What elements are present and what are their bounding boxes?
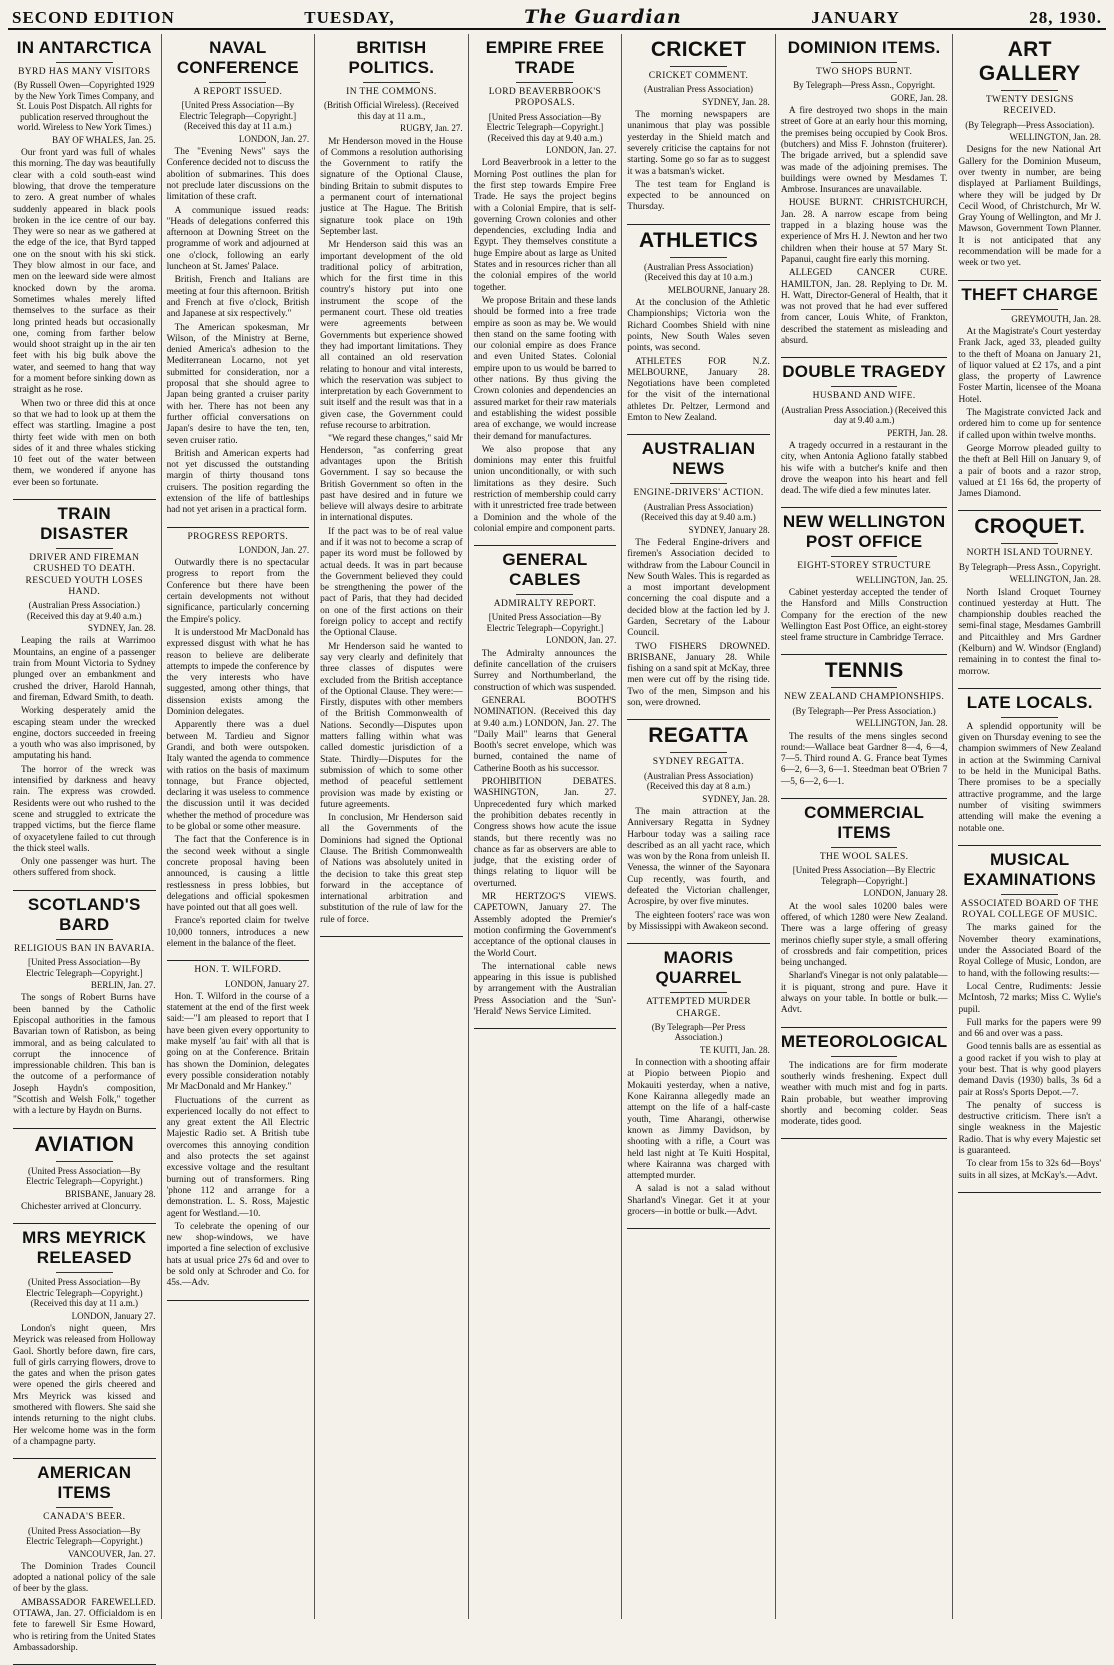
article [958,693,1101,835]
article [781,1032,948,1129]
headline-rule [831,556,898,557]
article-subheading: RELIGIOUS BAN IN BAVARIA. [14,943,155,954]
article-divider [320,936,463,937]
headline-rule [363,82,420,83]
month-label: JANUARY [811,8,900,27]
article-dateline: LONDON, January 27. [225,978,310,989]
article-paragraph: The penalty of success is destructive criticism. There isn't a single weakness in the Majestic Radio. That is why every Majestic set is guaranteed. [958,1100,1102,1157]
article-paragraph: A splendid opportunity will be given on Thursday evening to see the champion swimmers of New Zealand in action at the Swimming Carnival to be held in the Municipal Baths. There promises to be a specially attractive programme, and the large number of visiting swimmers attending will make the evening a notable one. [958,721,1102,834]
article-paragraph: Designs for the new National Art Gallery for the Dominion Museum, over twenty in number, are being displayed at Parliament Buildings, where they will be judged by Dr Cecil Wood, of Christchurch, Mr W. Gray Young of Wellington, and Mr J. Mawson, Government Town Planner. It is not anticipated that any recommendation will be made for a week or two yet. [958,145,1102,269]
article-paragraph: The songs of Robert Burns have been banned by the Catholic Episcopal authorities in the famous Bavarian town of Ratisbon, as being immoral, and as being calculated to corrupt the innocence of impressionable children. This ban is the outcome of a performance of Joseph Haydn's composition, "Scottish and Welsh Folk," together with a lecture by Haydn on Burns. [13,993,156,1117]
article [958,285,1101,501]
article-headline: TRAIN DISASTER [40,504,129,543]
article-divider [627,943,770,944]
article-paragraph: The Federal Engine-drivers and firemen's Association decided to withdraw from the Labour Council in New South Wales. This is regarded as a most important development concerning the coal dispute and a decided blow at the faction led by J. Garden, Secretary of the Labour Council. [627,537,770,639]
article-headline: CRICKET [650,38,747,61]
article-divider [781,1027,948,1028]
article [627,38,770,214]
article-paragraph: At the wool sales 10200 bales were offered, of which 1280 were New Zealand. There was a large offering of greasy merinos chiefly super style, a small offering of crossbreds and fair competition, prices being unchanged. [780,901,948,969]
headline-rule [56,548,113,549]
article-paragraph: It is understood Mr MacDonald has expressed disgust with what he has reason to believe are deliberate attempts to impede the conference by the very interests who have suggested, among other things, that dissension exists among the Dominion delegates. [166,627,310,718]
article [167,965,310,1289]
article-headline: DOMINION ITEMS. [787,38,941,57]
article-dateline: BERLIN, Jan. 27. [90,980,156,991]
article-paragraph: The Admiralty announces the definite cancellation of the cruisers Surrey and Northumberland, the construction of which was suspended. [473,648,617,693]
article-paragraph: The American spokesman, Mr Wilson, of the Ministry at Berne, denied America's adhesion to the Mediterranean Locarno, not yet submitted for consideration, nor a proposal that she should agree to Japan being granted a cruiser parity with her. There has not been any further official conversations on Japan's desire to have the ten, ten, seven cruiser ratio. [166,322,310,446]
article-headline: NAVAL CONFERENCE [176,38,299,77]
article-paragraph: A tragedy occurred in a restaurant in the city, when Antonia Agliono fatally stabbed his wife with a butcher's knife and then drove the weapon into his heart and fell dead. The wife died a few minutes later. [780,440,948,497]
article-source: (By Telegraph—Per Press Association.) [792,705,936,716]
headline-rule [56,1507,113,1508]
article-headline: BRITISH POLITICS. [348,38,435,77]
article-divider [627,719,770,720]
article-subheading: NEW ZEALAND CHAMPIONSHIPS. [783,692,945,703]
article-dateline: LONDON, Jan. 27. [238,133,310,144]
article-divider [958,280,1101,281]
article-dateline: SYDNEY, Jan. 28. [702,96,770,107]
headline-rule [670,483,727,484]
article [781,803,948,1017]
article-dateline: SYDNEY, January 28. [688,524,770,535]
article-source: [United Press Association—By Electric Telegraph—Copyright.] [25,957,143,978]
article-paragraph: Hon. T. Wilford in the course of a statement at the end of the first week said:—"I am pleased to report that I have been given every opportunity to make myself 'au fait' with all that is going on at the Conference. Britain has shown the Dominion, delegates every possible consideration notably Mr MacDonald and Mr Hankey." [166,991,310,1093]
article-source: (Australian Press Association) (Received this day at 10 a.m.) [644,261,754,283]
article-paragraph: Outwardly there is no spectacular progress to report from the Conference but there have been certain developments not without significance, particularly concerning the Empire's policy. [166,558,310,625]
article-divider [627,1228,770,1229]
headline-rule [670,66,727,67]
article-paragraph: Lord Beaverbrook in a letter to the Morning Post outlines the plan for the first step towards Empire Free Trade. He says the project begins with a Colonial Empire, that is self-governing Crown colonies and other dependencies, excluding India and Egypt. They themselves constitute a huge Empire about as large as United States and in resources richer than all the colonial empires of the world together. [473,158,617,293]
article-paragraph: Full marks for the papers were 99 and 66 and over was a pass. [958,1017,1102,1040]
article-paragraph: ATHLETES FOR N.Z. MELBOURNE, January 28. Negotiations have been completed for the visit of the international athletes Dr. Peltzer, Lermond and Emton to New Zealand. [627,356,770,424]
article-subheading: ASSOCIATED BOARD OF THE ROYAL COLLEGE OF MUSIC. [960,898,1099,921]
article-headline: GENERAL CABLES [502,550,588,590]
article-divider [781,507,948,508]
article-paragraph: The horror of the wreck was intensified by darkness and heavy rain. The express was crowded. Residents were out who rushed to the scene and struggled to extricate the trapped victims, but the fierce flame of oxyacetylene failed to cut through the thick steel walls. [13,764,156,854]
article-source: (Australian Press Association) (Received this day at 9.40 a.m.) [641,501,756,523]
article [474,38,617,535]
article-paragraph: Good tennis balls are as essential as a good racket if you wish to play at your best. That is why good players demand Davis (1930) balls, 3s 6d a pair at Ross's Sports Depot.—7. [958,1042,1102,1098]
article-divider [781,357,948,358]
article-source: (Australian Press Association.) (Received this day at 9.40 a.m.) [27,600,142,621]
article-source: (United Press Association—By Electric Telegraph—Copyright.) (Received this day at 11 a.m.) [25,1277,143,1309]
article-source: (By Russell Owen—Copyrighted 1929 by the New York Times Company, and St. Louis Post Dispatch. All rights for publication reserved throughout the world. Wireless to New York Times.) [14,80,155,133]
article-subheading: TWENTY DESIGNS RECEIVED. [985,95,1074,117]
article-paragraph: The test team for England is expected to be announced on Thursday. [627,179,770,213]
article-dateline: PERTH, Jan. 28. [887,427,948,438]
article-subheading: ENGINE-DRIVERS' ACTION. [633,488,764,499]
headline-rule [516,82,573,83]
article-divider [958,510,1101,511]
article-paragraph: In connection with a shooting affair at Piopio between Piopio and Mokauiti yesterday, when a native, Kone Kairanna allegedly made an attempt on the life of a half-caste youth, Time Aharangi, otherwise known as Jimmy Davidson, by shooting with a rifle, a Court was held last night at Te Kuiti Hospital, where Kairanna was charged with attempted murder. [627,1058,770,1182]
headline-rule [56,62,113,63]
headline-rule [1001,717,1058,718]
article [13,1228,156,1448]
article-dateline: TE KUITI, Jan. 28. [699,1044,770,1055]
headline-rule [670,257,727,258]
article-paragraph: The morning newspapers are unanimous that play was possible yesterday in the Shield match and severely criticise the captains for not starting. Some go so far as to suggest it was a batsman's wicket. [627,110,770,177]
article-dateline: LONDON, January 27. [71,1310,156,1321]
article-paragraph: Only one passenger was hurt. The others suffered from shock. [13,857,156,879]
article-source: By Telegraph—Press Assn., Copyright. [793,80,935,91]
article-divider [958,688,1101,689]
article-source: (British Official Wireless). (Received this day at 11 a.m., [324,100,459,121]
article-paragraph: A fire destroyed two shops in the main street of Gore at an early hour this morning, the premises being occupied by Cook Bros. (butchers) and Miss F. Johnston (fruiterer). The brigade arrived, but a splendid save was made of the adjoining premises. The buildings were owned by Mesdames T. Ambrose. Insurances are unavailable. [780,106,948,196]
headline-rule [831,386,898,387]
article-source: (Australian Press Association) (Received this day at 8 a.m.) [644,770,754,792]
article [781,659,948,788]
headline-rule [1001,894,1058,895]
article-paragraph: Our front yard was full of whales this morning. The day was beautifully clear with a cold south-east wind blowing, that drove the temperature to zero. A great number of whales suddenly appeared in black pools broken in the ice centre of our bay. They were so near as we gathered at the edge of the ice, that Byrd tapped one on the snout with his ski stick. They blow almost in our face, and men on the leeward side were almost knocked down by the aroma. Sometimes whales merely lifted themselves to the surface as their long printed heads but occasionally one, coming from farther below would shoot straight up in the air ten feet with his big bulk above the water, and seemed to hang that way for a moment before sinking down as straight as he rose. [13,148,156,396]
article-paragraph: London's night queen, Mrs Meyrick was released from Holloway Gaol. Shortly before dawn, fire cars, full of girls carrying flowers, drove to the gates and when the prison gates were opened the girls cheered and Mrs Meyrick was kissed and smothered with flowers. She said she intends returning to the night clubs. Her welcome home was in the form of a champagne party. [13,1323,156,1447]
headline-rule [56,1272,113,1273]
article-subheading: A REPORT ISSUED. [193,87,283,97]
article-paragraph: "We regard these changes," said Mr Henderson, "as conferring great advantages upon the British Government. I say so because the British Government so often in the past have desired and in future we believe will always desire to arbitrate in international disputes. [320,434,463,524]
article-paragraph: Chichester arrived at Cloncurry. [21,1201,142,1212]
article-paragraph: North Island Croquet Tourney continued yesterday at Hutt. The championship doubles reached the semi-final stage, Mesdames Gambrill and Pitcaithley and Mrs Gardner (Kelburn) and W. Windsor (England) remaining in to contest the final to-morrow. [958,587,1102,677]
article-subheading: EIGHT-STOREY STRUCTURE [797,561,932,572]
date-label: 28, 1930. [1029,8,1102,27]
article-subheading: IN THE COMMONS. [346,87,437,97]
article-paragraph: The Magistrate convicted Jack and ordered him to come up for sentence if called upon within twelve months. [958,408,1102,441]
article-divider [167,527,310,528]
article-subheading: HUSBAND AND WIFE. [812,391,916,402]
day-label: TUESDAY, [304,8,395,27]
columns-container [8,34,1106,1653]
article-dateline: WELLINGTON, Jan. 28. [1009,574,1102,585]
article-dateline: RUGBY, Jan. 27. [400,123,463,134]
article [13,1133,156,1214]
article-paragraph: Leaping the rails at Warrimoo Mountains, an engine of a passenger train from Mount Victoria to Sydney plunged over an embankment and crushed the driver, Harold Hannah, and fireman, Edward Smith, to death. [13,636,156,703]
article [627,724,770,933]
article-paragraph: The results of the mens singles second round:—Wallace beat Gardner 8—4, 6—4, 7—5. Third round A. G. France beat Tymes 6—2, 6—3, 6—1. Steedman beat O'Brien 7—5, 6—2, 6—1. [780,731,948,787]
article-headline: AMERICAN ITEMS [37,1463,132,1503]
article-paragraph: Mr Henderson said he wanted to say very clearly and definitely that three classes of disputes were excluded from the British acceptance of the Optional Clause. They were:—Firstly, disputes with other members of the British Commonwealth of Nations. Secondly—Disputes upon matters falling within what was called domestic jurisdiction of a State. Thirdly—Disputes for the submission of which to some other method of peaceful settlement provision was made by existing or future agreements. [320,641,463,810]
article-headline: AVIATION [34,1132,135,1156]
article-subheading: TWO SHOPS BURNT. [816,67,913,77]
headline-rule [670,752,727,753]
article-dateline: GREYMOUTH, Jan. 28. [1011,313,1102,324]
article-dateline: WELLINGTON, Jan. 28. [1009,132,1102,143]
headline-rule [1001,543,1058,544]
article-source: (By Telegraph—Press Association). [965,119,1095,130]
article-divider [167,1300,310,1301]
article-headline: NEW WELLINGTON POST OFFICE [782,512,946,552]
article-subheading: ADMIRALTY REPORT. [493,599,597,610]
article-paragraph: To clear from 15s to 32s 6d—Boys' suits in all sizes, at McKay's.—Advt. [958,1159,1102,1181]
article-paragraph: HOUSE BURNT. CHRISTCHURCH, Jan. 28. A narrow escape from being trapped in a blazing house was the experience of Mrs H. J. Newton and her two children when their house at 57 Mary St. Papanui, caught fire early this morning. [780,198,948,265]
article-headline: ATHLETICS [639,228,759,252]
article-subheading: CANADA'S BEER. [43,1512,126,1523]
article-paragraph: The eighteen footers' race was won by Mississippi with Awakeon second. [627,910,770,932]
article [627,439,770,709]
article-divider [781,1138,948,1139]
article-headline: LATE LOCALS. [966,692,1093,712]
article [627,948,770,1218]
article-divider [13,1223,156,1224]
article-headline: CROQUET. [974,515,1086,539]
article-divider [781,798,948,799]
article-paragraph: France's reported claim for twelve 10,000 tonners, introduces a new element in the balance of the fleet. [166,916,310,949]
column [8,34,162,1653]
article-paragraph: Mr Henderson moved in the House of Commons a resolution authorising the Government to ratify the signature of the Optional Clause, binding Britain to submit disputes to a permanent court of international justice at The Hague. The British signature took place on 19th September last. [320,136,463,237]
article-dateline: WELLINGTON, Jan. 25. [855,574,948,585]
article-paragraph: We propose Britain and these lands should be formed into a free trade empire as soon as may be. We would then stand on the same footing with our colonial empire as does France and even United States. Colonial empire upon to us would be barred to other nations. By thus giving the Crown colonies and dependencies an assured market for their raw materials and establishing the widest possible area of exchange, we would increase their demand for manufactures. [473,295,617,442]
article-headline: SCOTLAND'S BARD [27,894,141,934]
article-source: By Telegraph—Press Assn., Copyright. [958,561,1101,572]
article-divider [781,654,948,655]
article-source: [United Press Association—By Electric Telegraph—Copyright.] (Received this day at 9.40 a.m.) [486,111,604,143]
article-divider [474,1028,617,1029]
article-paragraph: The fact that the Conference is in the second week without a single concrete proposal having been announced, is causing a little restlessness in press lobbies, but delegations and official spokesmen have pointed out that all goes well. [166,835,310,914]
paper-name: The Guardian [524,6,682,28]
article-dateline: VANCOUVER, Jan. 27. [67,1548,156,1559]
article [781,38,948,347]
column [469,34,623,1619]
headline-rule [831,687,898,688]
article-divider [13,499,156,500]
article [958,515,1101,677]
article-dateline: LONDON, Jan. 27. [546,635,617,646]
article-dateline: GORE, Jan. 28. [890,92,948,103]
masthead [8,6,1106,30]
article-dateline: SYDNEY, Jan. 28. [702,793,770,804]
article-paragraph: In conclusion, Mr Henderson said all the Governments of the Dominions had signed the Optional Clause. The British Commonwealth of Nations was absolutely united in the decision to take this great step forward in the acceptance of international arbitration and substitution of the rule of law for the rule of force. [320,813,463,925]
headline-rule [209,82,266,83]
article-subheading: LORD BEAVERBROOK'S PROPOSALS. [488,87,602,109]
article-paragraph: At the conclusion of the Athletic Championships; Victoria won the Richard Coombes Shield with nine points, New South Wales seven points, was second. [627,298,770,354]
article-subheading: THE WOOL SALES. [819,852,909,863]
article-headline: AUSTRALIAN NEWS [641,439,756,479]
article-headline: MRS MEYRICK RELEASED [22,1228,147,1268]
column [315,34,469,1619]
article-dateline: LONDON, Jan. 27. [238,544,310,555]
article [958,38,1101,270]
article-paragraph: The international cable news appearing in this issue is published by arrangement with the Australian Press Association and the 'Sun'-'Herald' News Service Limited. [473,961,617,1017]
article-headline: MUSICAL EXAMINATIONS [963,849,1097,889]
article-subheading: CRICKET COMMENT. [648,71,749,81]
article-paragraph: The "Evening News" says the Conference decided not to discuss the abolition of submarines. This does not preclude later discussions on the limitation of these craft. [166,147,310,203]
article-source: (By Telegraph—Per Press Association.) [651,1021,746,1043]
article [13,504,156,880]
article-divider [474,545,617,546]
edition-label: SECOND EDITION [12,8,175,27]
article-divider [627,224,770,225]
article-paragraph: ALLEGED CANCER CURE. HAMILTON, Jan. 28. Replying to Dr. M. H. Watt, Director-General of Health, that it was not proved that he had ever suffered from cancer, Louis White, of Frankton, described the statement as misleading and absurd. [780,268,948,347]
article-headline: IN ANTARCTICA [16,38,152,57]
article [13,895,156,1118]
article-paragraph: AMBASSADOR FAREWELLED. OTTAWA, Jan. 27. Officialdom is en fete to farewell Sir Esme Howard, who is retiring from the United States Ambassadorship. [13,1597,156,1653]
article-headline: MAORIS QUARREL [655,948,742,988]
article-source: [United Press Association—By Electric Telegraph—Copyright.] (Received this day at 11 a.m.) [179,100,297,132]
article [167,38,310,517]
article-paragraph: We also propose that any dominions may enter this fruitful union unconditionally, or with such limitations as they desire. Such restriction of membership could carry with it unrestricted free trade between a Dominion and the whole of the colonial empire and component parts. [473,444,617,534]
article [13,1463,156,1654]
article-subheading: BYRD HAS MANY VISITORS [18,67,151,77]
headline-rule [1001,90,1058,91]
article-paragraph: A communique issued reads: "Heads of delegations conferred this afternoon at Downing Street on the programme of work and adjourned at one o'clock, following an early luncheon at St. James' Palace. [166,205,310,273]
article-paragraph: PROHIBITION DEBATES. WASHINGTON, Jan. 27. Unprecedented fury which marked the prohibition debates recently in Congress shows how acute the issue stands, but there recently was no chance as far as observers are able to judge, that the existing order of things relating to liquor will be overturned. [473,777,617,889]
article-dateline: LONDON, January 28. [863,888,948,899]
article-paragraph: A salad is not a salad without Sharland's Vinegar. Get it at your grocers—in bottle or bulk.—Advt. [627,1184,770,1217]
article-subheading: SYDNEY REGATTA. [652,757,745,768]
article-paragraph: TWO FISHERS DROWNED. BRISBANE, January 28. While fishing on a sand spit at McKay, three men were cut off by the rising tide. Two of the men, Simpson and his son, were drowned. [627,641,770,709]
article [167,532,310,951]
article-divider [13,1458,156,1459]
article [627,229,770,425]
article-paragraph: At the Magistrate's Court yesterday Frank Jack, aged 33, pleaded guilty to the theft of Moana on January 21, of liquor valued at £2 17s, and a pint glass, the property of Lawrence Foster Martin, licensee of the Moana Hotel. [958,326,1102,405]
article-paragraph: If the pact was to be of real value and if it was not to become a scrap of paper its word must be followed by actual deeds. It was in part because the Government believed they could be strengthening the power of the pact of Paris, that they had decided on one of the first actions on their foreign policy to accept and rectify the Optional Clause. [320,526,463,639]
headline-rule [831,847,898,848]
column [622,34,776,1619]
headline-rule [56,1161,113,1162]
article-paragraph: The indications are for firm moderate southerly winds freshening. Expect dull weather with much mist and fog in parts. Rain probable, but weather improving shortly and becoming colder. Seas moderate, tides good. [780,1060,948,1128]
headline-rule [670,992,727,993]
article-dateline: BRISBANE, January 28. [65,1188,156,1199]
article-dateline: MELBOURNE, January 28. [667,284,770,295]
article-headline: REGATTA [648,724,749,748]
article-paragraph: British, French and Italians are meeting at four this afternoon. British and French at five o'clock, British and Japanese at six respectively." [166,275,310,320]
article-divider [13,890,156,891]
article-source: (United Press Association—By Electric Telegraph—Copyright.) [25,1525,143,1547]
article-divider [958,845,1101,846]
article-divider [167,960,310,961]
article-headline: METEOROLOGICAL [780,1031,948,1051]
column [776,34,954,1619]
article-headline: ART GALLERY [978,38,1081,85]
article [13,38,156,489]
headline-rule [831,62,898,63]
article-headline: EMPIRE FREE TRADE [485,38,605,77]
article-paragraph: To celebrate the opening of our new shop-windows, we have imported a fine selection of exclusive hats at usual price 27s 6d and over to be sold only at Schroder and Co. for 45s.—Adv. [166,1221,310,1289]
article-divider [13,1128,156,1129]
article-headline: TENNIS [824,659,904,683]
article-dateline: WELLINGTON, Jan. 28. [855,718,948,729]
article-source: [United Press Association—By Electric Telegraph—Copyright.] [486,612,604,633]
article [320,38,463,926]
article [781,512,948,644]
article-paragraph: Apparently there was a duel between M. Tardieu and Signor Grandi, and both were outspoken. Italy wanted the agenda to commence with ratios on the basis of maximum tonnage, but France objected, declaring it was useless to commence the discussion until it was decided whether the method of procedure was to be global or some other measure. [166,720,310,833]
article-paragraph: Mr Henderson said this was an important development of the old traditional policy of arbitration, which for the first time in this country's history put into one instrument the scope of the permanent court. These old treaties were agreements between Governments but experience showed they had important limitations. They all contained an old reservation relating to honour and vital interests, which the reservation was subject to interpretation by each Government to suit itself and the result was that in a given case, the Government could refuse recourse to arbitration. [320,240,463,432]
article-headline: THEFT CHARGE [961,284,1099,304]
article-divider [627,434,770,435]
article [474,550,617,1018]
article-subheading: ATTEMPTED MURDER CHARGE. [646,997,751,1019]
article-paragraph: Sharland's Vinegar is not only palatable—it is piquant, strong and pure. Have it always on your table. In bottle or bulk.—Advt. [780,971,948,1016]
article-source: (United Press Association—By Electric Telegraph—Copyright.) [25,1165,143,1187]
article-paragraph: George Morrow pleaded guilty to the theft at Bell Hill on January 9, of a pair of boots and a razor strop, valued at £1 16s 6d, the property of James Diamond. [958,443,1102,500]
article-divider [958,1192,1101,1193]
article-source: (Australian Press Association) [644,84,754,95]
headline-rule [831,1056,898,1057]
article-paragraph: The main attraction at the Anniversary Regatta in Sydney Harbour today was a sailing race described as an all yacht race, which was won by the Rona from unleish II. Venessa, the winner of the Sayonara Cup recently, was fourth, and defeated the Victorian challenger, Acrospire, by over five minutes. [627,806,770,908]
article-paragraph: The marks gained for the November theory examinations, under the Associated Board of the Royal College of Music, London, are to hand, with the following results:— [958,923,1102,979]
article-paragraph: The Dominion Trades Council adopted a national policy of the sale of beer by the glass. [13,1561,156,1595]
article-subheading: HON. T. WILFORD. [194,965,282,976]
article-paragraph: Cabinet yesterday accepted the tender of the Hansford and Mills Construction Company for the erection of the new Wellington East Post Office, an eight-storey steel frame structure in Cambridge Terrace. [780,588,948,644]
article-subheading: DRIVER AND FIREMAN CRUSHED TO DEATH. RESCUED YOUTH LOSES HAND. [25,553,144,597]
article-headline: COMMERCIAL ITEMS [804,803,925,843]
article-source: [United Press Association—By Electric Telegraph—Copyright.] [792,865,936,886]
headline-rule [516,594,573,595]
article-source: (Australian Press Association.) (Received this day at 9.40 a.m.) [781,404,947,426]
column [953,34,1106,1619]
headline-rule [56,939,113,940]
headline-rule [1001,309,1058,310]
article-dateline: SYDNEY, Jan. 28. [87,623,156,634]
article-subheading: NORTH ISLAND TOURNEY. [966,548,1093,559]
article-paragraph: Working desperately amid the escaping steam under the wrecked engine, doctors succeeded in freeing a youth who was also imprisoned, by amputating his hand. [13,706,156,762]
article-headline: DOUBLE TRAGEDY [782,362,947,382]
article-dateline: BAY OF WHALES, Jan. 25. [52,134,156,145]
article-paragraph: Local Centre, Rudiments: Jessie McIntosh, 72 marks; Miss C. Wylie's pupil. [958,981,1102,1015]
column [162,34,316,1619]
article [958,850,1101,1182]
article-paragraph: Fluctuations of the current as experienced locally do not effect to any great extent the All Electric Majestic Radio set. A British tube overcomes this annoying condition and also protects the set against excessive voltage and the resultant burning out of transformers. Ring 'phone 112 and arrange for a demonstration. L. S. Ross, Majestic agent for Westland.—10. [166,1095,310,1219]
article-paragraph: British and American experts had not yet discussed the outstanding margin of thirty thousand tons cruisers. The position regarding the extension of the life of battleships had not yet arisen in a practical form. [166,448,310,516]
article-paragraph: GENERAL BOOTH'S NOMINATION. (Received this day at 9.40 a.m.) LONDON, Jan. 27. The "Daily Mail" learns that General Booth's secret envelope, which was burned, contained the name of Catherine Booth as his successor. [473,695,617,774]
article-dateline: LONDON, Jan. 27. [546,145,617,156]
article-paragraph: When two or three did this at once so that we had to look up at them the effect was startling. Imagine a post thirty feet wide with men on both sides of it and three whales sticking 10 feet out of the water between them, we wondered if anyone has ever been so fortunate. [13,398,156,488]
article-subheading: PROGRESS REPORTS. [187,531,289,542]
article [781,362,948,497]
article-paragraph: MR HERTZOG'S VIEWS. CAPETOWN, January 27. The Assembly adopted the Premier's motion confirming the Government's acceptance of the optional clauses in the World Court. [473,892,617,959]
